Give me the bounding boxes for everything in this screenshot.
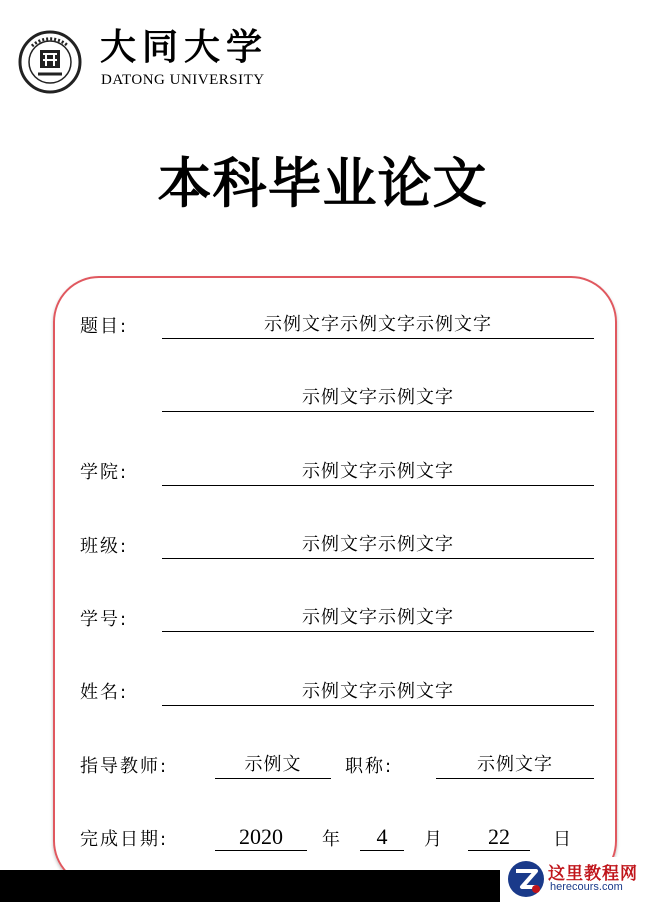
name-field[interactable]: 示例文字示例文字 [162, 679, 594, 706]
watermark-url: herecours.com [550, 881, 623, 893]
advisor-label: 指导教师: [80, 756, 169, 777]
day-unit: 日 [553, 829, 573, 850]
watermark-logo-icon [506, 859, 546, 899]
college-label: 学院: [80, 462, 129, 483]
academic-title-field[interactable]: 示例文字 [436, 752, 594, 779]
year-unit: 年 [322, 829, 342, 850]
university-seal-logo [18, 30, 82, 94]
watermark-badge [500, 857, 645, 902]
advisor-field[interactable]: 示例文 [215, 752, 331, 779]
month-field[interactable]: 4 [360, 824, 404, 851]
class-label: 班级: [80, 536, 129, 557]
academic-title-label: 职称: [345, 756, 394, 777]
date-label: 完成日期: [80, 829, 169, 850]
page-title: 本科毕业论文 [157, 152, 488, 215]
day-field[interactable]: 22 [468, 824, 530, 851]
form-frame [53, 276, 617, 887]
month-unit: 月 [424, 829, 444, 850]
topic-field-line1[interactable]: 示例文字示例文字示例文字 [162, 312, 594, 339]
college-field[interactable]: 示例文字示例文字 [162, 459, 594, 486]
class-field[interactable]: 示例文字示例文字 [162, 532, 594, 559]
student-id-label: 学号: [80, 609, 129, 630]
name-label: 姓名: [80, 682, 129, 703]
topic-label: 题目: [80, 316, 129, 337]
student-id-field[interactable]: 示例文字示例文字 [162, 605, 594, 632]
university-name-cn: 大同大学 [100, 26, 269, 68]
university-name-en: DATONG UNIVERSITY [101, 72, 265, 88]
topic-field-line2[interactable]: 示例文字示例文字 [162, 385, 594, 412]
watermark-title: 这里教程网 [548, 864, 638, 884]
year-field[interactable]: 2020 [215, 824, 307, 851]
